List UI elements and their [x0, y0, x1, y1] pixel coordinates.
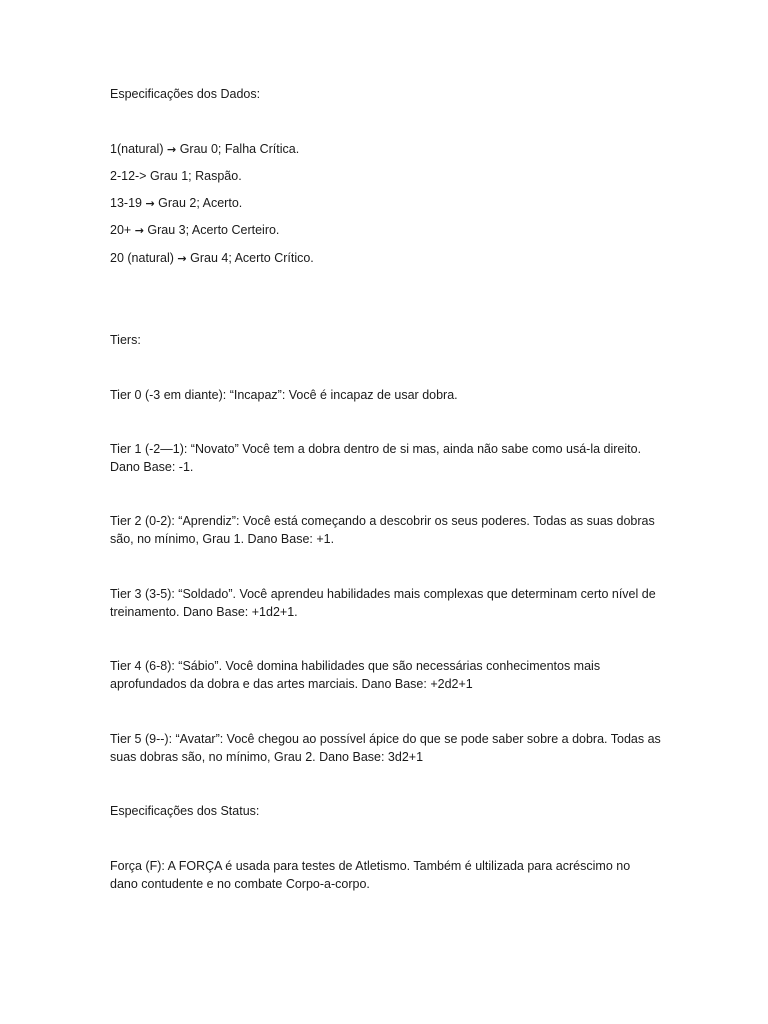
dice-row: [110, 140, 670, 159]
dice-range: 20 (natural): [110, 251, 174, 265]
dice-range: 20+: [110, 223, 132, 237]
tier-paragraph: Tier 0 (-3 em diante): “Incapaz”: Você é incapaz de usar dobra.: [110, 388, 458, 402]
arrow-right-icon: →: [134, 224, 144, 237]
status-heading: Especificações dos Status:: [110, 804, 260, 818]
dice-row: [110, 249, 670, 268]
dice-range: 2-12->: [110, 169, 147, 183]
dice-result: Grau 3; Acerto Certeiro.: [147, 223, 280, 237]
dice-row: [110, 221, 670, 240]
dice-result: Grau 0; Falha Crítica.: [179, 142, 300, 156]
tier-paragraph: Tier 4 (6-8): “Sábio”. Você domina habilidades que são necessárias conhecimentos mais aprofundados da dobra e das artes marciais. Dano Base: +2d2+1: [110, 659, 601, 691]
tiers-heading: Tiers:: [110, 333, 141, 347]
tier-paragraph: Tier 2 (0-2): “Aprendiz”: Você está começando a descobrir os seus poderes. Todas as suas dobras são, no mínimo, Grau 1. Dano Base: +1.: [110, 514, 655, 546]
arrow-right-icon: →: [166, 143, 177, 156]
arrow-right-icon: →: [145, 197, 155, 210]
dice-result: Grau 2; Acerto.: [158, 196, 243, 210]
dice-range: 1(natural): [110, 142, 164, 156]
dice-result: Grau 1; Raspão.: [149, 169, 242, 183]
tier-paragraph: Tier 1 (-2—1): “Novato” Você tem a dobra dentro de si mas, ainda não sabe como usá-la direito. Dano Base: -1.: [110, 442, 642, 474]
dice-row: [110, 194, 670, 213]
status-paragraph: Força (F): A FORÇA é usada para testes de Atletismo. Também é ultilizada para acréscimo no dano contudente e no combate Corpo-a-corpo.: [110, 859, 631, 891]
arrow-right-icon: →: [177, 252, 187, 265]
dice-row: [110, 167, 670, 185]
tier-paragraph: Tier 5 (9--): “Avatar”: Você chegou ao possível ápice do que se pode saber sobre a dobra. Todas as suas dobras são, no mínimo, Grau 2. Dano Base: 3d2+1: [110, 732, 661, 764]
dice-result: Grau 4; Acerto Crítico.: [190, 251, 314, 265]
dice-range: 13-19: [110, 196, 142, 210]
dice-heading: Especificações dos Dados:: [110, 87, 261, 101]
tier-paragraph: Tier 3 (3-5): “Soldado”. Você aprendeu habilidades mais complexas que determinam certo nível de treinamento. Dano Base: +1d2+1.: [110, 587, 656, 619]
